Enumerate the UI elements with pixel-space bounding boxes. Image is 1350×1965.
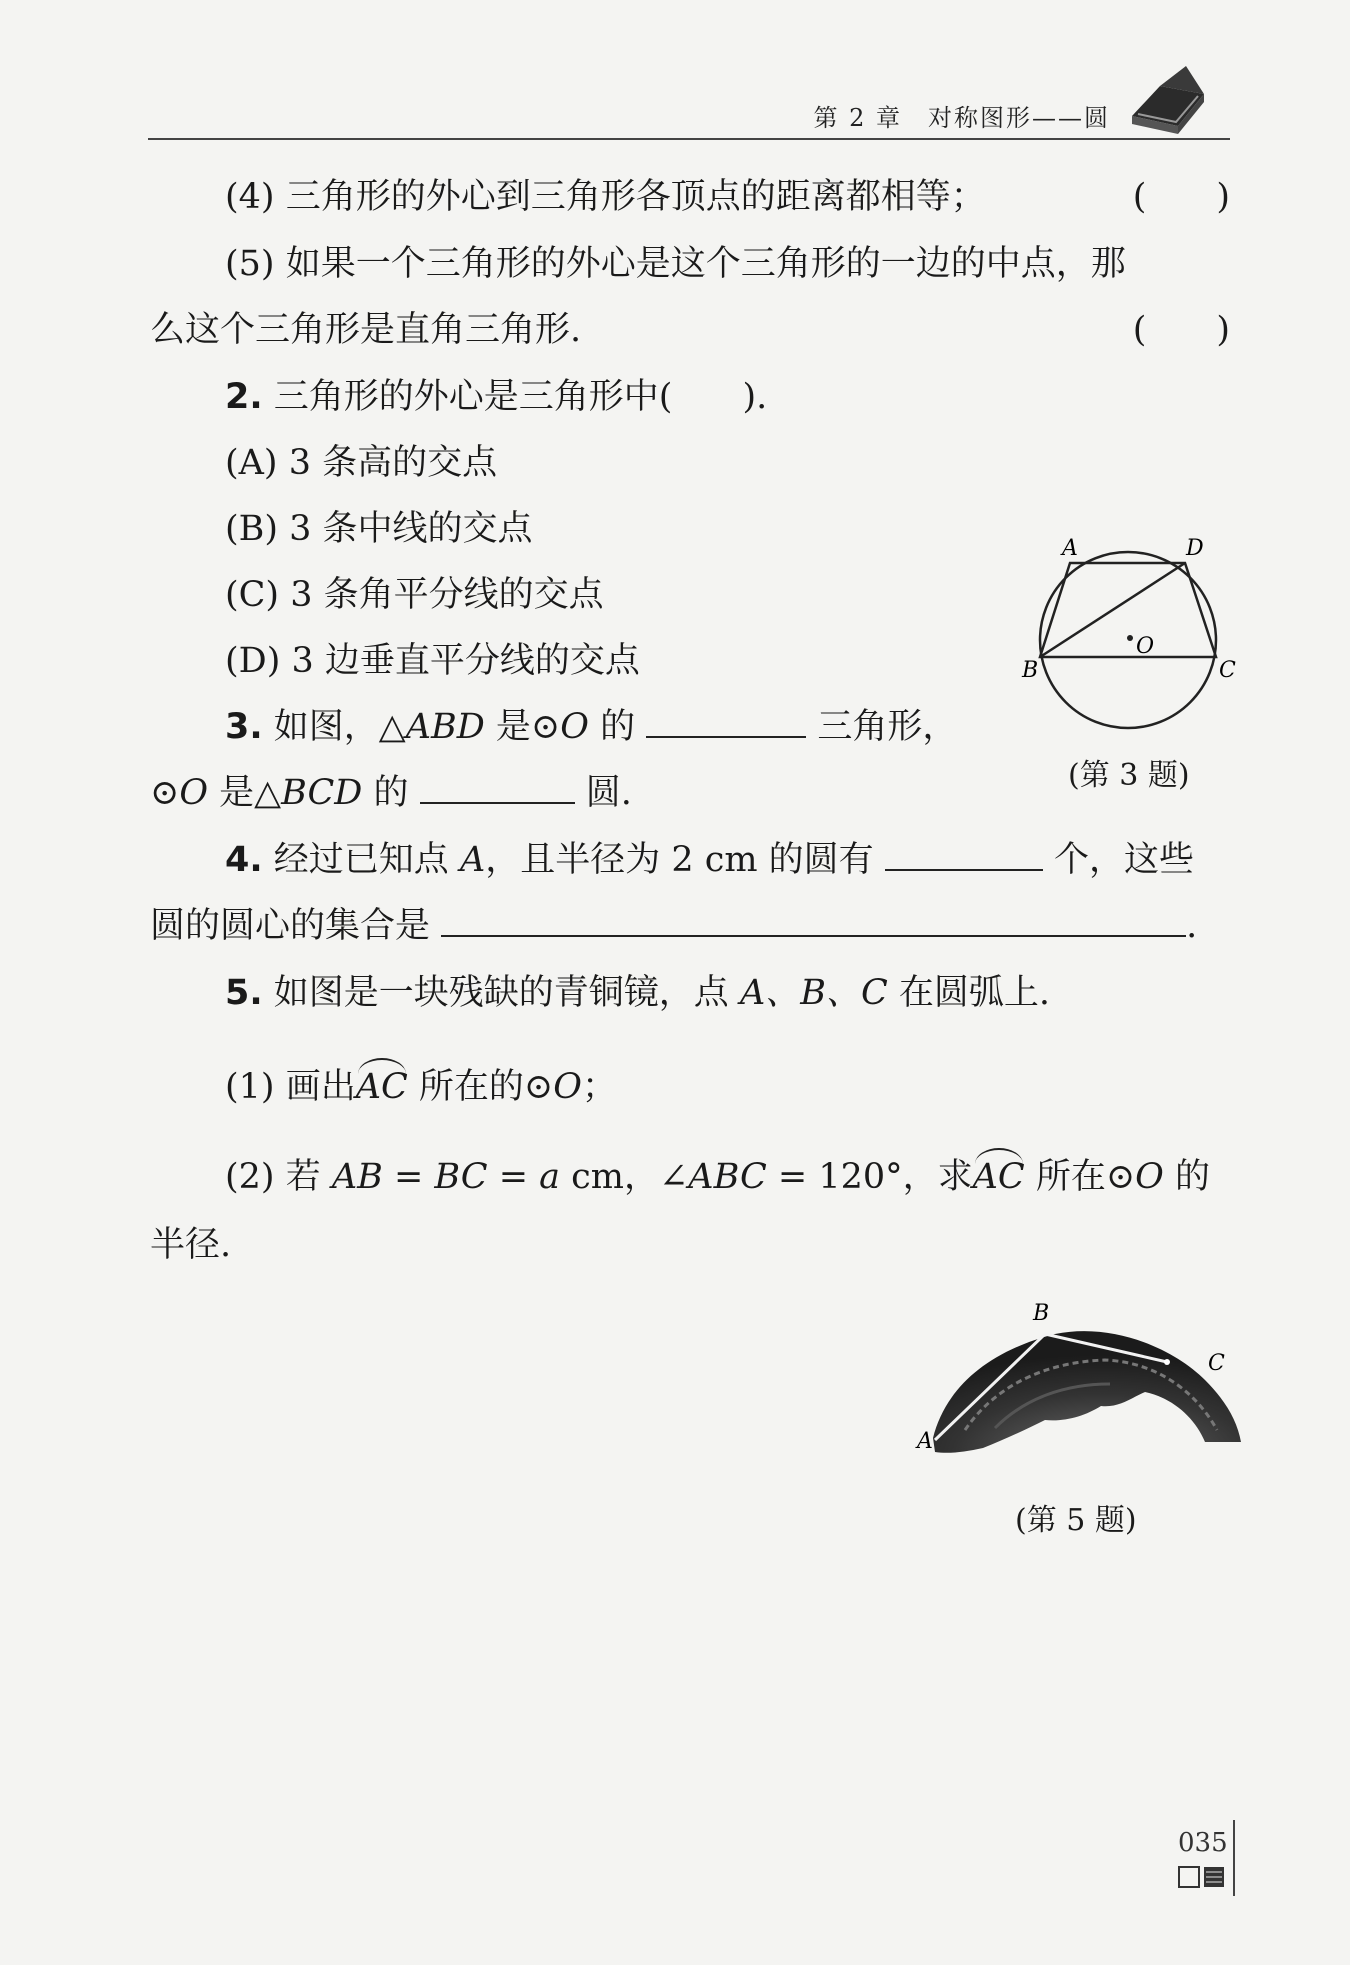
question-3-line2 — [150, 773, 632, 813]
item-5-text: 么这个三角形是直角三角形. — [150, 310, 582, 350]
question-5-part-1 — [225, 1067, 617, 1107]
q5-text: 所在⊙ — [1035, 1157, 1136, 1197]
item-4-text: (4) 三角形的外心到三角形各顶点的距离都相等； — [225, 177, 986, 217]
label-c: C — [1208, 1351, 1225, 1376]
question-4-line1 — [225, 840, 1194, 880]
var-equation: AB = BC = a — [331, 1157, 561, 1197]
var-abd: ABD — [405, 707, 485, 747]
q3-text: 是△ — [219, 773, 282, 813]
q4-text: ，且半径为 2 cm 的圆有 — [485, 840, 874, 880]
answer-paren: ( ) — [1132, 177, 1230, 217]
label-a: A — [917, 1429, 933, 1454]
var-o: O — [553, 1067, 582, 1107]
question-number: 5. — [225, 973, 263, 1013]
footer-boxes-icon — [1178, 1866, 1226, 1888]
diagonal-bd — [1040, 563, 1185, 657]
var-o: O — [560, 707, 589, 747]
question-3-line1 — [225, 707, 958, 747]
q5-text: (1) 画出 — [225, 1067, 356, 1107]
answer-blank[interactable] — [646, 735, 806, 738]
figure-5-bronze-mirror — [905, 1290, 1245, 1460]
arc-ac: AC — [972, 1157, 1025, 1197]
label-a: A — [1062, 536, 1078, 561]
option-b: (B) 3 条中线的交点 — [225, 509, 533, 549]
q3-text: ⊙ — [150, 773, 180, 813]
q5-text: 所在的⊙ — [418, 1067, 554, 1107]
page-header — [148, 60, 1230, 140]
var-o: O — [1135, 1157, 1164, 1197]
figure-3-caption: (第 3 题) — [1068, 758, 1190, 793]
var-bcd: BCD — [281, 773, 363, 813]
option-a: (A) 3 条高的交点 — [225, 443, 498, 483]
answer-blank[interactable] — [420, 801, 575, 804]
item-4 — [225, 177, 1230, 217]
q3-text: 三角形， — [817, 707, 958, 747]
answer-blank[interactable] — [885, 868, 1043, 871]
label-b: B — [1033, 1301, 1050, 1326]
question-2 — [225, 377, 768, 417]
book-icon — [1126, 64, 1208, 134]
center-point — [1127, 635, 1133, 641]
var-points: A、B、C — [739, 973, 888, 1013]
question-4-line2 — [150, 906, 1198, 946]
q4-text: . — [1186, 906, 1198, 946]
q3-text: 的 — [373, 773, 409, 813]
q5-text: ； — [581, 1067, 617, 1107]
q3-text: 圆. — [585, 773, 632, 813]
q5-text: 的 — [1175, 1157, 1211, 1197]
item-5-line1: (5) 如果一个三角形的外心是这个三角形的一边的中点，那 — [225, 244, 1126, 284]
label-o: O — [1136, 634, 1155, 659]
page-number: 035 — [1178, 1828, 1228, 1858]
question-stem: 三角形的外心是三角形中( ). — [273, 377, 768, 417]
label-c: C — [1219, 658, 1236, 683]
q5-text: cm，∠ — [571, 1157, 689, 1197]
question-5-line3: 半径. — [150, 1225, 232, 1265]
q4-text: 个，这些 — [1053, 840, 1194, 880]
q3-text: 的 — [600, 707, 636, 747]
q5-text: 如图是一块残缺的青铜镜，点 — [273, 973, 729, 1013]
label-b: B — [1022, 658, 1039, 683]
item-5-line2 — [150, 310, 1230, 350]
question-5 — [225, 973, 1051, 1013]
arc-ac: AC — [355, 1067, 408, 1107]
q5-text: = 120°，求 — [777, 1157, 973, 1197]
answer-blank[interactable] — [441, 934, 1186, 937]
option-d: (D) 3 边垂直平分线的交点 — [225, 641, 640, 681]
quadrilateral-abcd — [1040, 563, 1216, 657]
chapter-title: 第 2 章 对称图形——圆 — [813, 104, 1110, 132]
q3-text: 如图，△ — [273, 707, 406, 747]
question-number: 3. — [225, 707, 263, 747]
q5-text: 在圆弧上. — [898, 973, 1051, 1013]
footer-divider — [1233, 1820, 1235, 1896]
answer-paren: ( ) — [1132, 310, 1230, 350]
question-5-part-2 — [225, 1157, 1211, 1197]
q4-text: 经过已知点 — [273, 840, 449, 880]
option-c: (C) 3 条角平分线的交点 — [225, 575, 604, 615]
var-abc: ABC — [688, 1157, 767, 1197]
mirror-fragment — [933, 1331, 1241, 1453]
var-o: O — [179, 773, 209, 813]
question-number: 2. — [225, 377, 263, 417]
question-number: 4. — [225, 840, 263, 880]
figure-3-diagram — [1020, 535, 1240, 735]
q4-text: 圆的圆心的集合是 — [150, 906, 431, 946]
figure-5-caption: (第 5 题) — [1015, 1503, 1137, 1538]
label-d: D — [1186, 536, 1204, 561]
q3-text: 是⊙ — [495, 707, 561, 747]
var-a: A — [459, 840, 486, 880]
q5-text: (2) 若 — [225, 1157, 321, 1197]
